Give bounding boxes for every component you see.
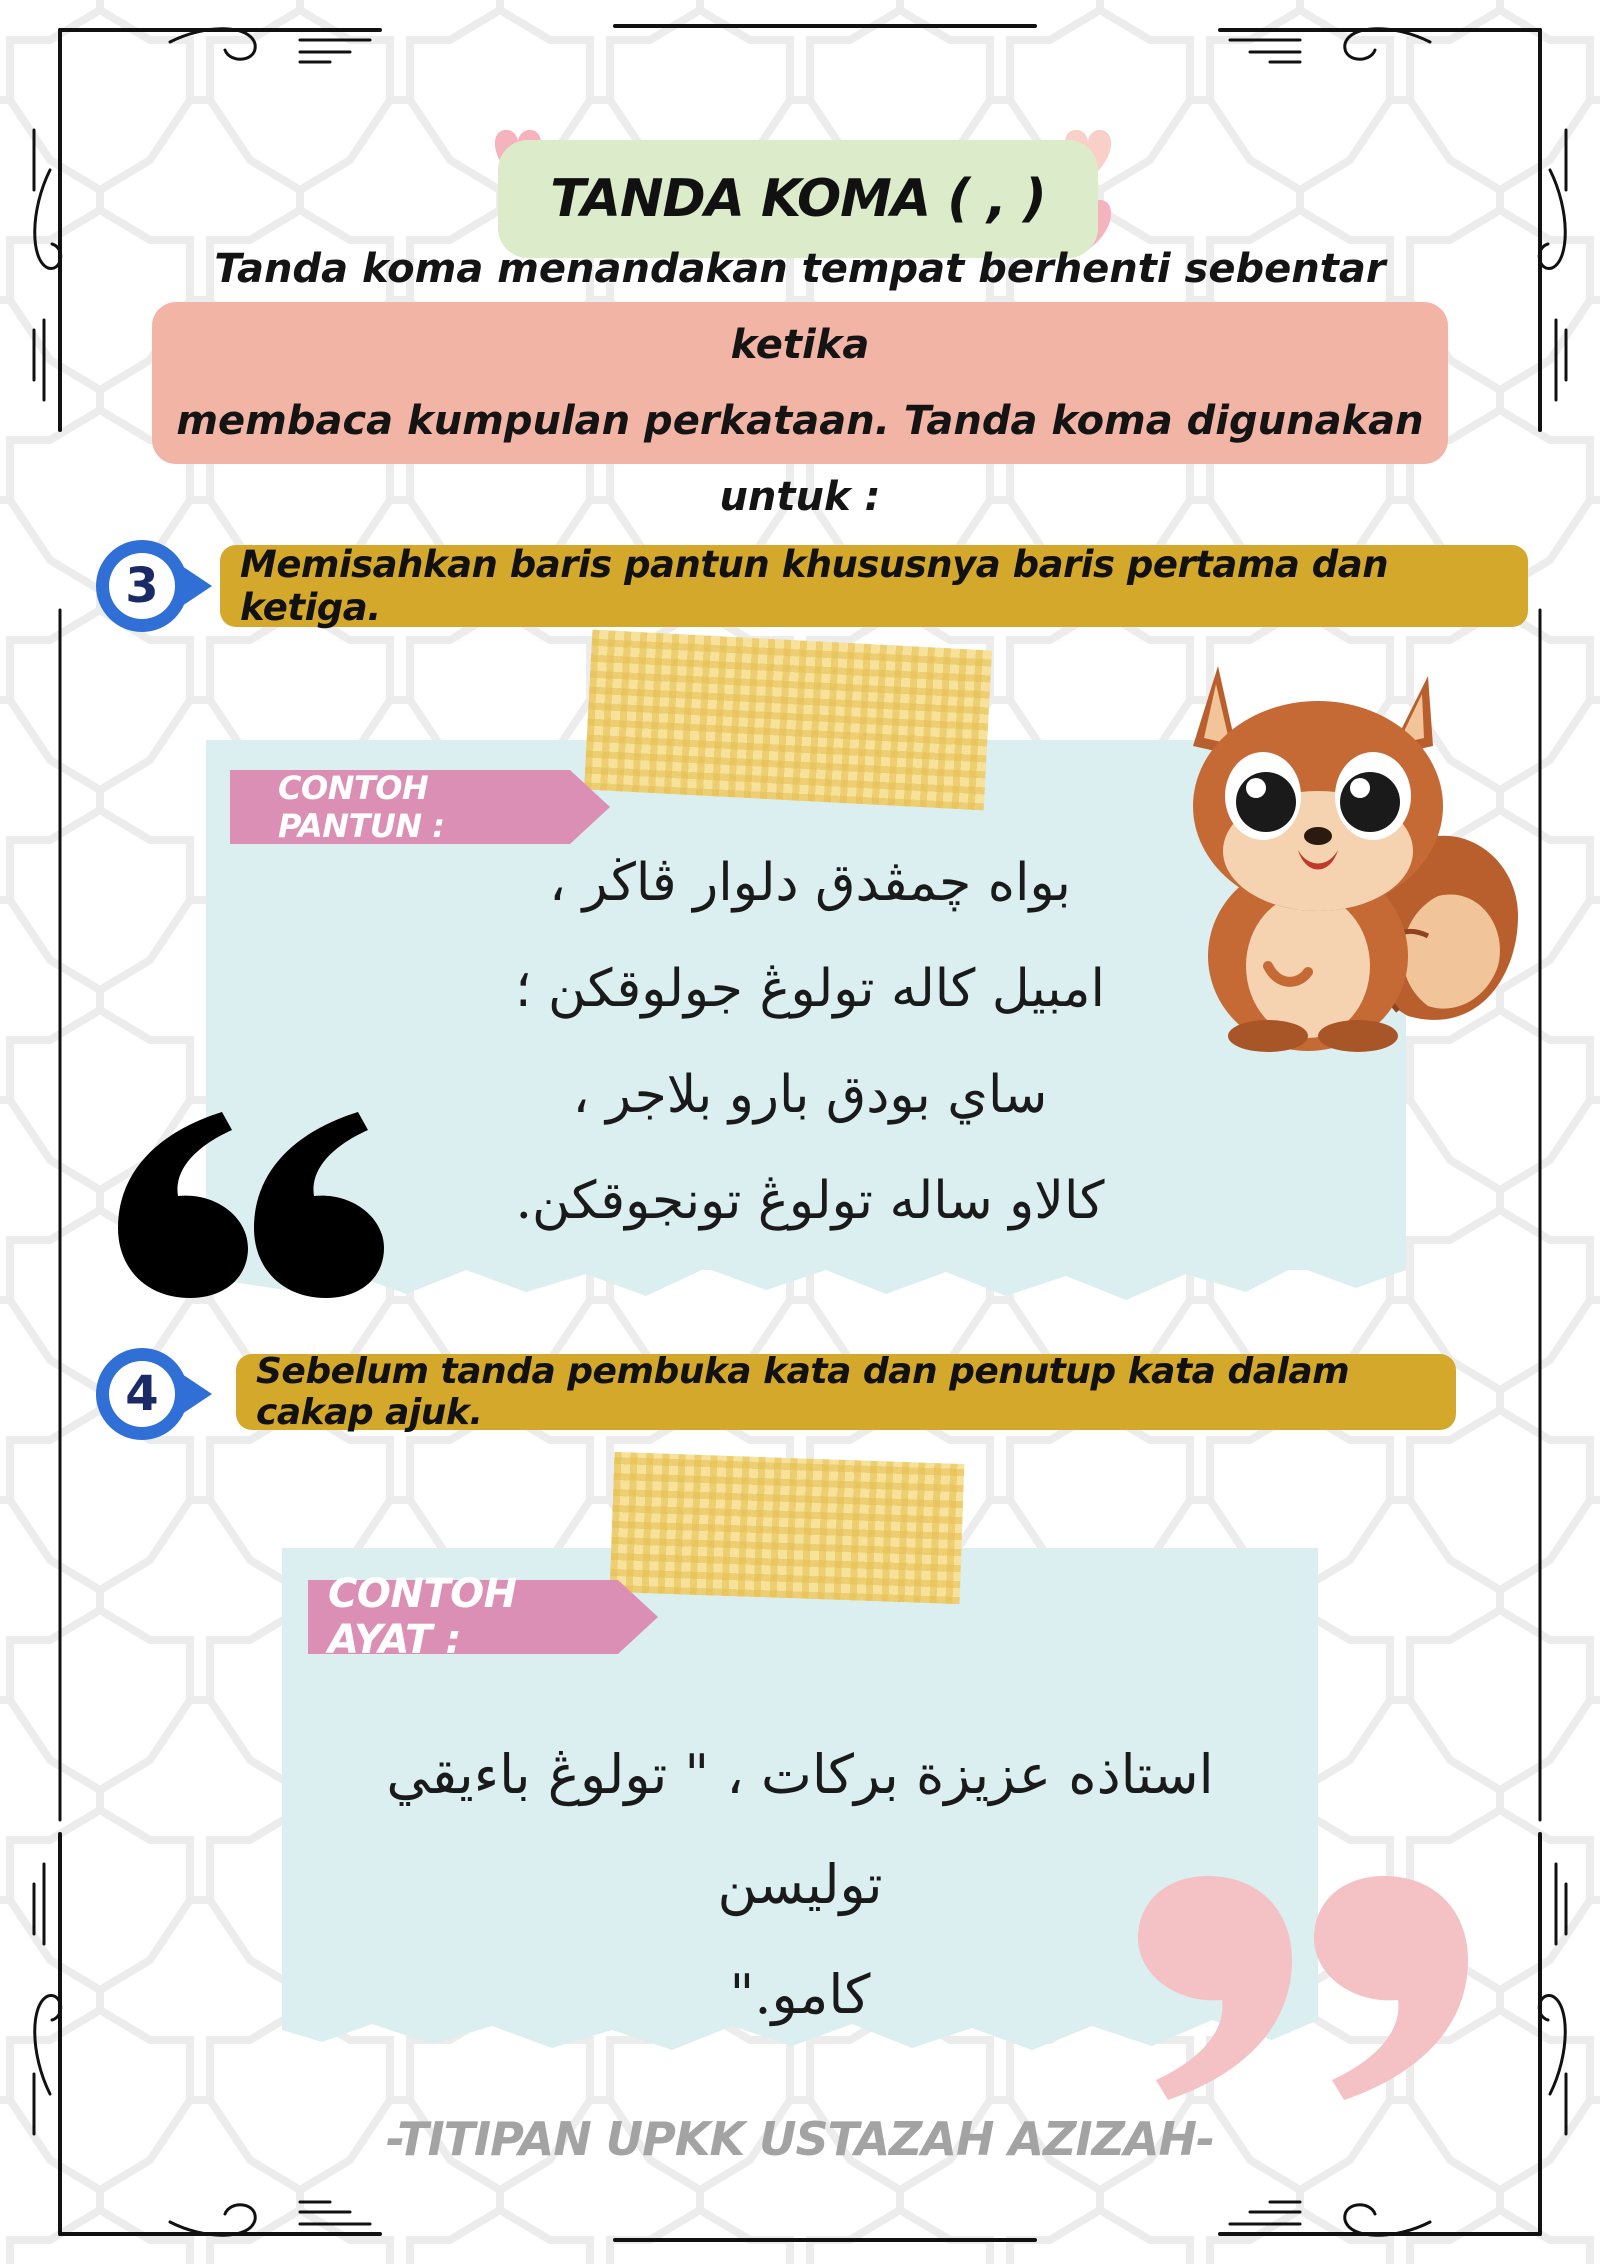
intro-box — [152, 246, 1448, 520]
pantun-line-4: كالاو ساله تولوڠ تونجوقكن. — [515, 1171, 1105, 1231]
page-title: TANDA KOMA ( , ) — [550, 169, 1046, 229]
opening-quote-icon — [118, 1112, 388, 1302]
intro-line-2: membaca kumpulan perkataan. Tanda koma digunakan untuk : — [176, 398, 1424, 520]
tape-strip — [610, 1452, 965, 1604]
rule-3-text: Memisahkan baris pantun khususnya baris pertama dan ketiga. — [240, 543, 1389, 629]
rule-4-badge — [96, 1348, 212, 1440]
rule-number: 4 — [109, 1361, 175, 1427]
rule-3-bar — [220, 545, 1528, 627]
rule-4-bar — [236, 1351, 1456, 1433]
closing-quote-icon — [1124, 1876, 1470, 2100]
intro-text — [152, 231, 1448, 535]
rule-3-badge — [96, 540, 212, 632]
rule-number: 3 — [109, 553, 175, 619]
pantun-text — [480, 830, 1140, 1254]
footer-credit: -TITIPAN UPKK USTAZAH AZIZAH- — [385, 2112, 1215, 2166]
example-line-2: كامو." — [729, 1963, 871, 2026]
example-label-text: CONTOH AYAT : — [328, 1571, 517, 1663]
example-line-1: استاذه عزيزة بركات ، " تولوڠ باءيقي توليسن — [386, 1743, 1214, 1916]
pantun-line-3: ساي بودق بارو بلاجر ، — [572, 1065, 1048, 1125]
tape-strip — [584, 630, 992, 811]
pantun-label-text: CONTOH PANTUN : — [278, 769, 445, 845]
example-label — [308, 1571, 658, 1663]
pantun-line-1: بواه چمڤدق دلوار ڤاڬر ، — [549, 853, 1071, 913]
intro-line-1: Tanda koma menandakan tempat berhenti sebentar ketika — [214, 246, 1386, 368]
rule-4-text: Sebelum tanda pembuka kata dan penutup kata dalam cakap ajuk. — [256, 1351, 1350, 1433]
squirrel-illustration — [1158, 636, 1528, 1056]
pantun-line-2: امبيل كاله تولوڠ جولوقكن ؛ — [515, 959, 1105, 1019]
